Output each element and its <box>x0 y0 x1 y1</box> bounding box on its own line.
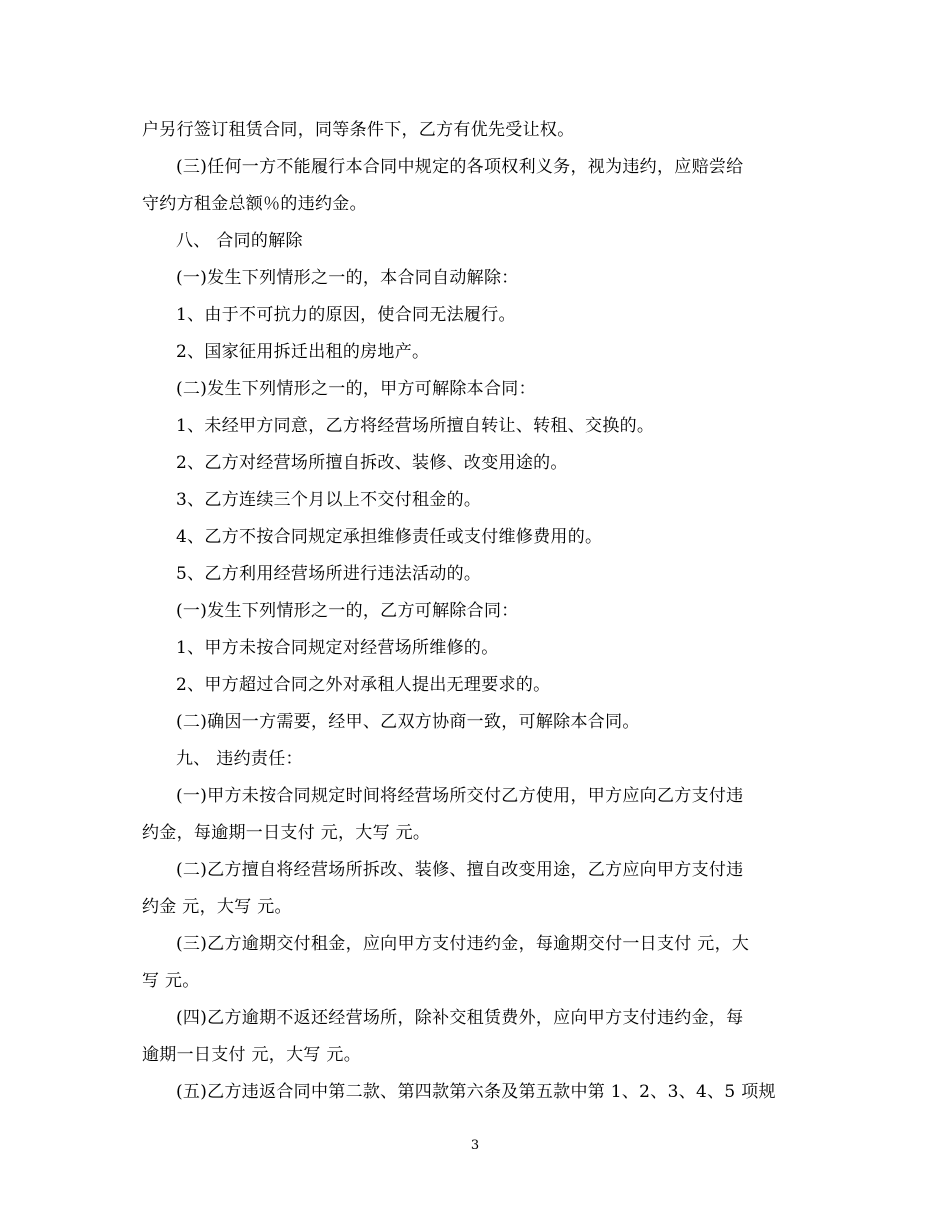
paragraph-line: 约金 元，大写 元。 <box>142 897 292 917</box>
paragraph-line: (一)甲方未按合同规定时间将经营场所交付乙方使用，甲方应向乙方支付违 <box>176 786 744 806</box>
paragraph-line: 户另行签订租赁合同，同等条件下，乙方有优先受让权。 <box>142 120 575 140</box>
section-heading: 八、 合同的解除 <box>176 231 303 251</box>
paragraph-line: (四)乙方逾期不返还经营场所，除补交租赁费外，应向甲方支付违约金，每 <box>176 1008 744 1028</box>
paragraph-line: 写 元。 <box>142 971 200 991</box>
paragraph-line: (二)发生下列情形之一的，甲方可解除本合同： <box>176 379 536 399</box>
paragraph-line: (三)任何一方不能履行本合同中规定的各项权利义务，视为违约，应赔尝给 <box>176 157 744 177</box>
page-number: 3 <box>470 1138 480 1153</box>
paragraph-line: (一)发生下列情形之一的，本合同自动解除： <box>176 268 519 288</box>
list-item: 5、乙方利用经营场所进行违法活动的。 <box>176 564 482 584</box>
paragraph-line: (一)发生下列情形之一的，乙方可解除合同： <box>176 601 519 621</box>
paragraph-line: 逾期一日支付 元，大写 元。 <box>142 1045 362 1065</box>
section-heading: 九、 违约责任： <box>176 749 303 769</box>
list-item: 3、乙方连续三个月以上不交付租金的。 <box>176 490 482 510</box>
list-item: 1、由于不可抗力的原因，使合同无法履行。 <box>176 305 516 325</box>
paragraph-line: (二)确因一方需要，经甲、乙双方协商一致，可解除本合同。 <box>176 712 640 732</box>
paragraph-line: 约金，每逾期一日支付 元，大写 元。 <box>142 823 431 843</box>
paragraph-line: 守约方租金总额％的违约金。 <box>142 194 367 214</box>
list-item: 1、甲方未按合同规定对经营场所维修的。 <box>176 638 499 658</box>
list-item: 2、乙方对经营场所擅自拆改、装修、改变用途的。 <box>176 453 568 473</box>
paragraph-line: (二)乙方擅自将经营场所拆改、装修、擅自改变用途，乙方应向甲方支付违 <box>176 860 744 880</box>
list-item: 2、甲方超过合同之外对承租人提出无理要求的。 <box>176 675 551 695</box>
paragraph-line: (三)乙方逾期交付租金，应向甲方支付违约金，每逾期交付一日支付 元，大 <box>176 934 750 954</box>
list-item: 1、未经甲方同意，乙方将经营场所擅自转让、转租、交换的。 <box>176 416 655 436</box>
paragraph-line: (五)乙方违返合同中第二款、第四款第六条及第五款中第 1、2、3、4、5 项规 <box>176 1082 776 1102</box>
list-item: 4、乙方不按合同规定承担维修责任或支付维修费用的。 <box>176 527 603 547</box>
list-item: 2、国家征用拆迁出租的房地产。 <box>176 342 430 362</box>
